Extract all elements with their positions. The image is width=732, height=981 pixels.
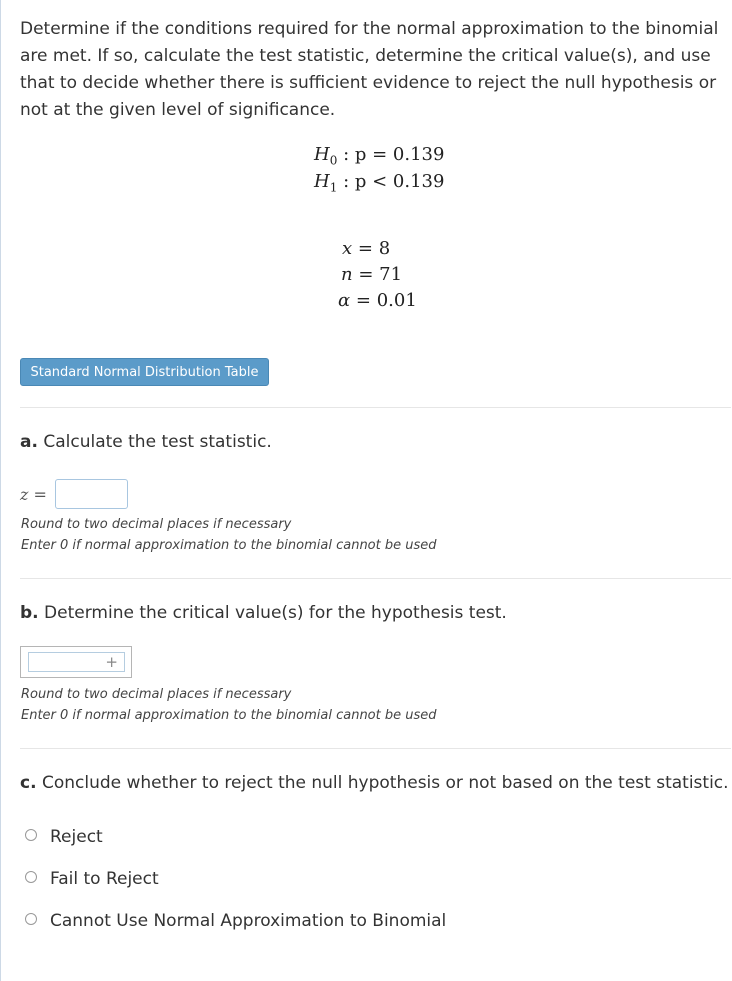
divider bbox=[20, 748, 731, 749]
alternative-hypothesis: $H_1$ : p < 0.139 bbox=[314, 171, 445, 195]
critical-value-field bbox=[20, 646, 132, 678]
test-statistic-input[interactable] bbox=[55, 479, 128, 509]
radio-icon[interactable] bbox=[25, 829, 37, 841]
part-b-heading: b. Determine the critical value(s) for the hypothesis test. bbox=[20, 603, 507, 623]
question-intro: Determine if the conditions required for the normal approximation to the binomial are met. If so, calculate the test statistic, determine the critical value(s), and use that to decide whether there is sufficient evidence to reject the null hypothesis or not at the given level of significance. bbox=[20, 19, 719, 120]
part-b-note-enter-zero: Enter 0 if normal approximation to the binomial cannot be used bbox=[21, 708, 437, 723]
given-alpha: α = 0.01 bbox=[338, 290, 417, 311]
critical-value-input[interactable] bbox=[28, 652, 125, 672]
normal-table-button[interactable]: Standard Normal Distribution Table bbox=[20, 358, 269, 386]
option-fail-to-reject[interactable]: Fail to Reject bbox=[25, 869, 159, 889]
given-n: n = 71 bbox=[341, 264, 403, 285]
radio-icon[interactable] bbox=[25, 871, 37, 883]
z-label: z = bbox=[20, 485, 47, 504]
part-c-heading: c. Conclude whether to reject the null hypothesis or not based on the test statistic. bbox=[20, 773, 729, 793]
null-hypothesis: $H_0$ : p = 0.139 bbox=[314, 144, 445, 168]
radio-icon[interactable] bbox=[25, 913, 37, 925]
add-value-icon[interactable]: + bbox=[105, 653, 118, 671]
divider bbox=[20, 407, 731, 408]
divider bbox=[20, 578, 731, 579]
given-x: x = 8 bbox=[342, 238, 391, 259]
part-a-note-round: Round to two decimal places if necessary bbox=[21, 517, 292, 532]
option-reject[interactable]: Reject bbox=[25, 827, 103, 847]
part-a-heading: a. Calculate the test statistic. bbox=[20, 432, 272, 452]
option-cannot-use[interactable]: Cannot Use Normal Approximation to Binomial bbox=[25, 911, 446, 931]
part-b-note-round: Round to two decimal places if necessary bbox=[21, 687, 292, 702]
part-a-note-enter-zero: Enter 0 if normal approximation to the binomial cannot be used bbox=[21, 538, 437, 553]
